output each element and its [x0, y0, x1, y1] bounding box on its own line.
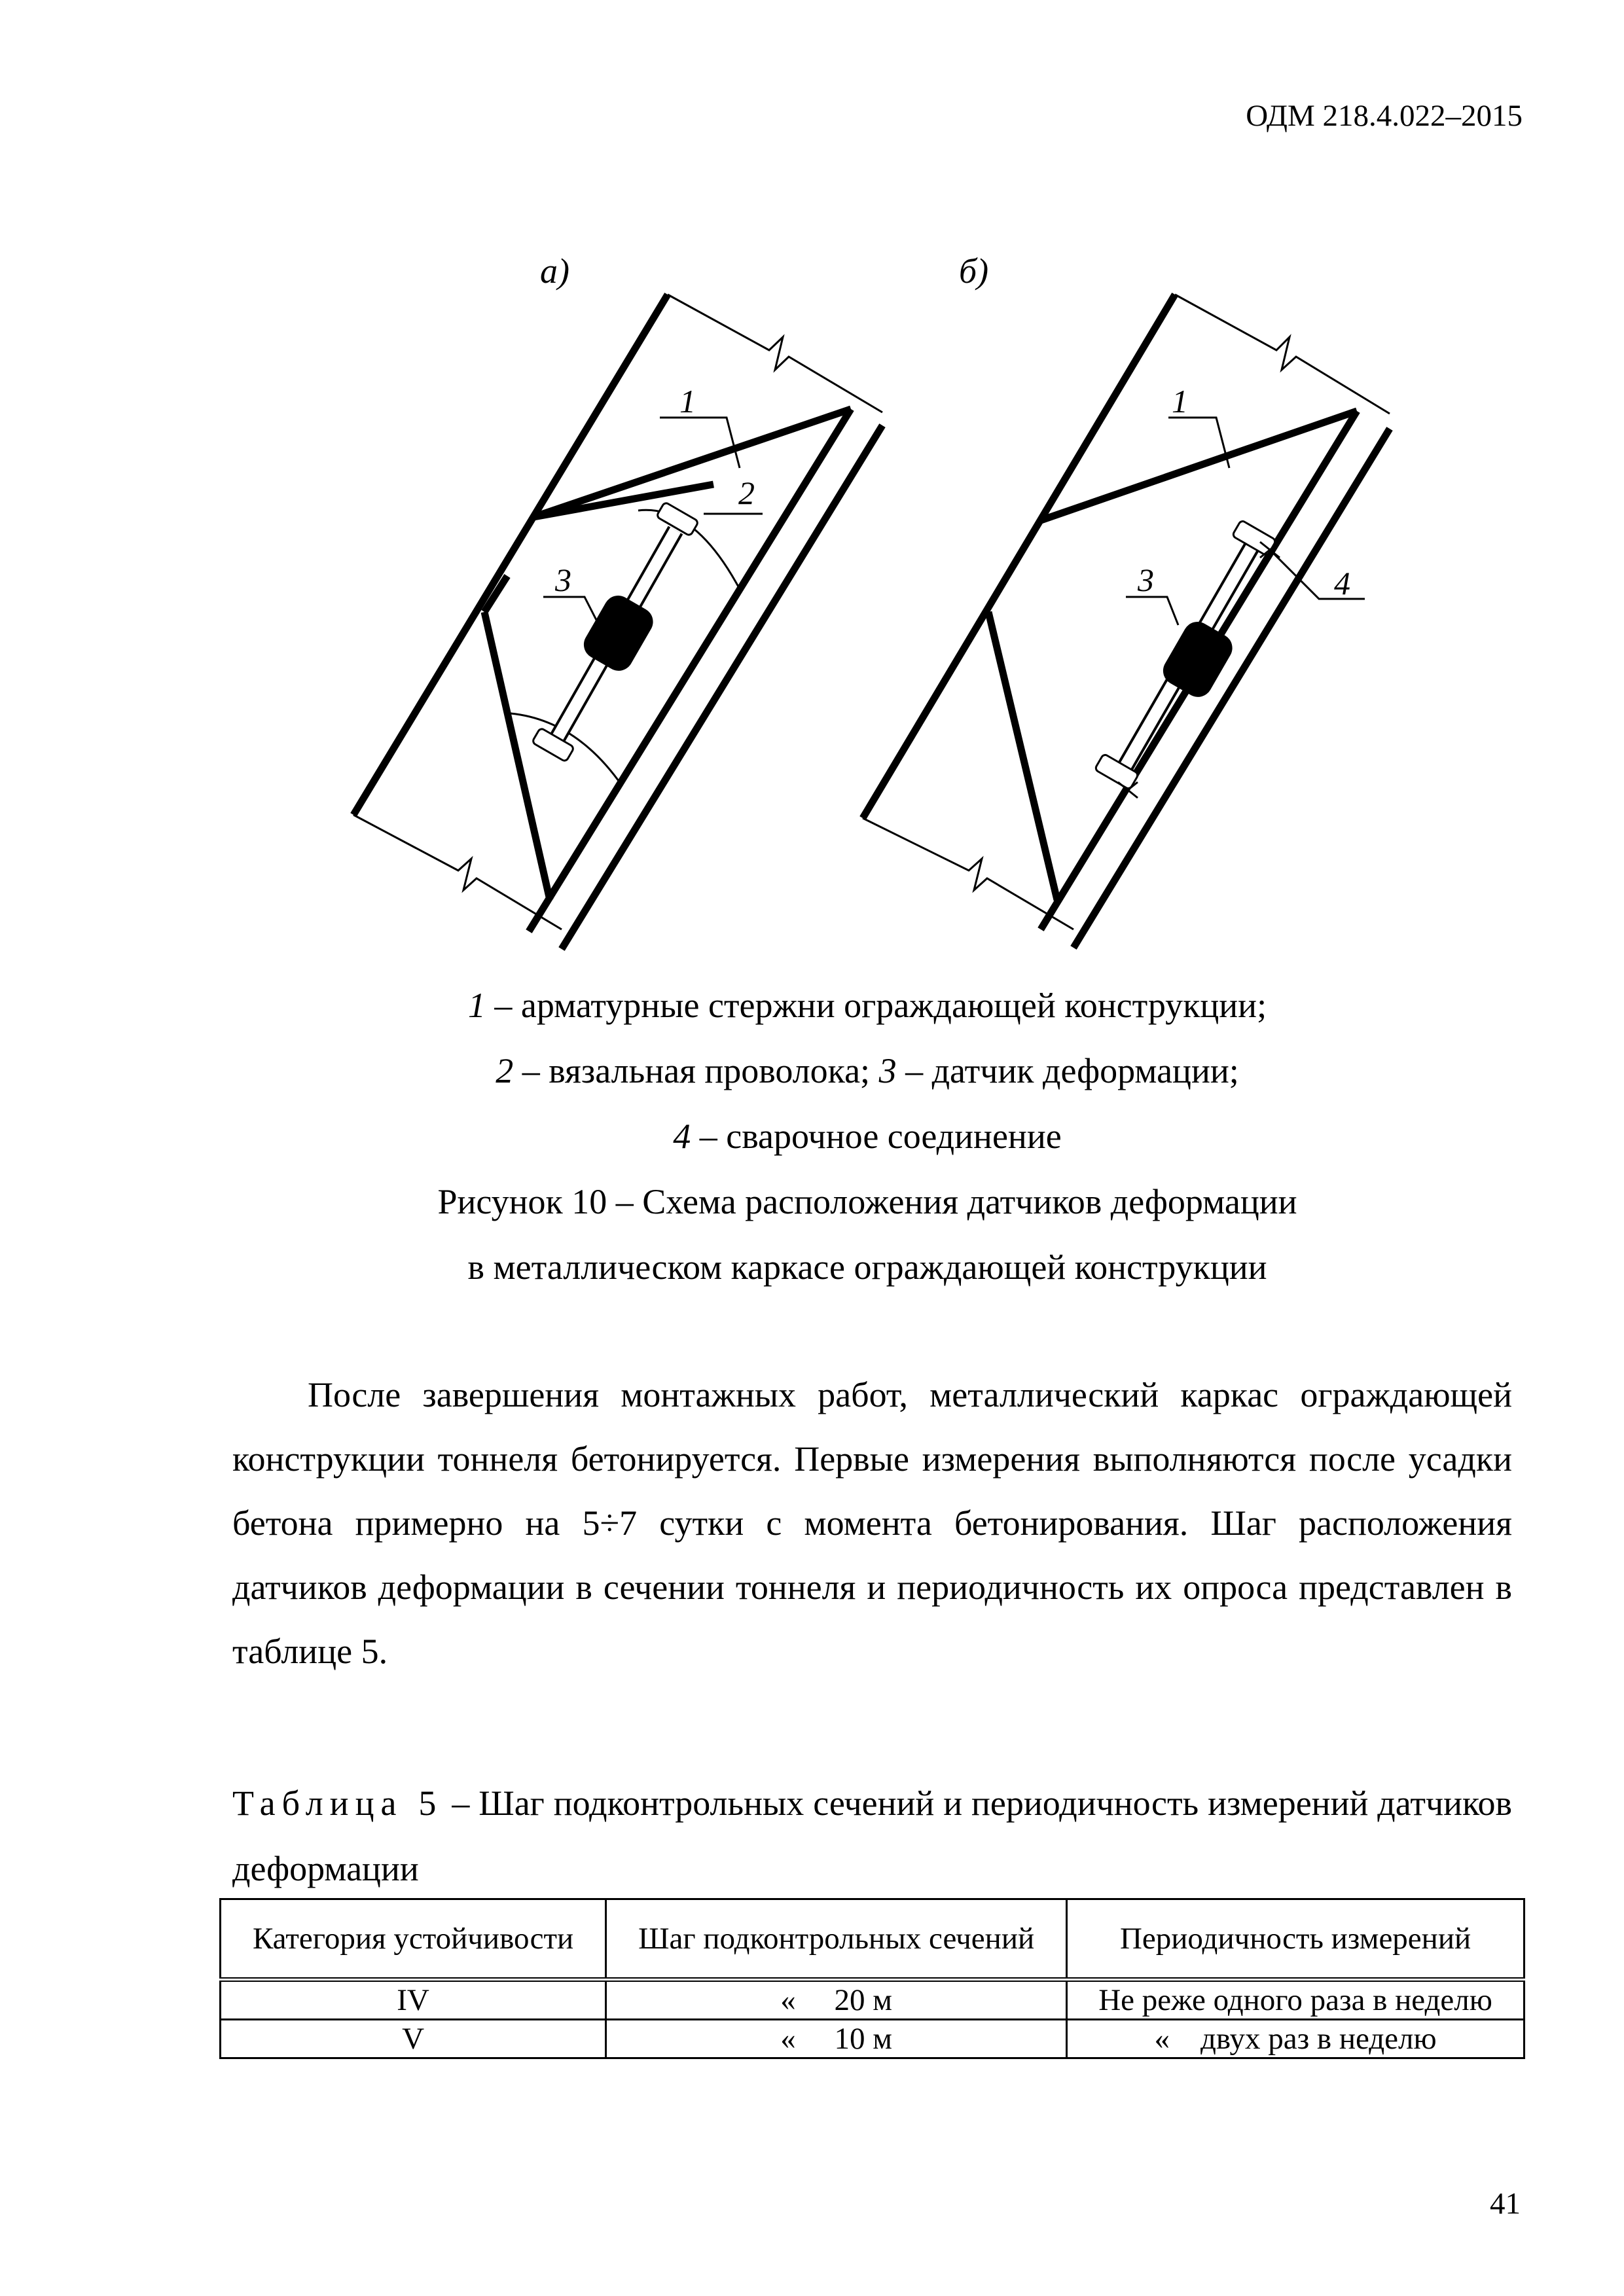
- break-line-top-a: [668, 295, 882, 412]
- legend-line-2: 2 – вязальная проволока; 3 – датчик деформации;: [496, 1051, 1239, 1090]
- table-header-row: [221, 1899, 1525, 1980]
- rebar-top-a: [533, 409, 851, 517]
- cell-step: « 10 м: [606, 2020, 1067, 2058]
- header-step: Шаг подконтрольных сечений: [606, 1899, 1067, 1980]
- break-line-top-b: [1175, 295, 1390, 414]
- callout-3-b: 3: [1138, 562, 1154, 598]
- break-line-bottom-a: [353, 815, 562, 929]
- rebar-lower-b: [988, 612, 1057, 900]
- cell-step: « 20 м: [606, 1980, 1067, 2020]
- legend-line-3: 4 – сварочное соединение: [673, 1117, 1062, 1156]
- figure-caption-line-1: Рисунок 10 – Схема расположения датчиков деформации: [437, 1182, 1297, 1221]
- strain-sensor-a: [532, 502, 699, 762]
- document-code: ОДМ 218.4.022–2015: [1246, 99, 1523, 133]
- legend-line-1: 1 – арматурные стержни ограждающей конструкции;: [467, 986, 1267, 1025]
- panel-b-label: б): [959, 251, 989, 291]
- callout-1-b: 1: [1172, 383, 1188, 420]
- callout-2-a: 2: [738, 475, 755, 511]
- rebar-right-outer-b: [1074, 429, 1390, 948]
- table-row: [221, 2020, 1525, 2058]
- rebar-top-b: [1041, 411, 1357, 520]
- callout-3-a: 3: [555, 562, 571, 598]
- cell-frequency: Не реже одного раза в неделю: [1067, 1980, 1525, 2020]
- cell-category: IV: [221, 1980, 606, 2020]
- figure-caption-line-2: в металлическом каркасе ограждающей конструкции: [467, 1247, 1267, 1287]
- panel-a-label: а): [540, 251, 569, 291]
- panel-a: [353, 251, 882, 949]
- header-category: Категория устойчивости: [221, 1899, 606, 1980]
- page-number: 41: [1490, 2187, 1521, 2221]
- callout-4-b: 4: [1334, 565, 1350, 601]
- table-5: [219, 1898, 1525, 2059]
- table-title: Таблица 5 – Шаг подконтрольных сечений и периодичность измерений датчиков деформации: [232, 1784, 1512, 1888]
- cell-frequency: « двух раз в неделю: [1067, 2020, 1525, 2058]
- body-paragraph: После завершения монтажных работ, металлический каркас ограждающей конструкции тоннеля бетонируется. Первые измерения выполняются после усадки бетона примерно на 5÷7 сутки с момента бетонирования. Шаг расположения датчиков деформации в сечении тоннеля и периодичность их опроса представлен в таблице 5.: [232, 1375, 1512, 1671]
- rebar-lower-a: [484, 612, 550, 900]
- table-row: [221, 1980, 1525, 2020]
- cell-category: V: [221, 2020, 606, 2058]
- figure-10-diagram: [0, 0, 1624, 969]
- panel-b: [863, 251, 1390, 948]
- callout-1-a: 1: [679, 383, 696, 420]
- header-frequency: Периодичность измерений: [1067, 1899, 1525, 1980]
